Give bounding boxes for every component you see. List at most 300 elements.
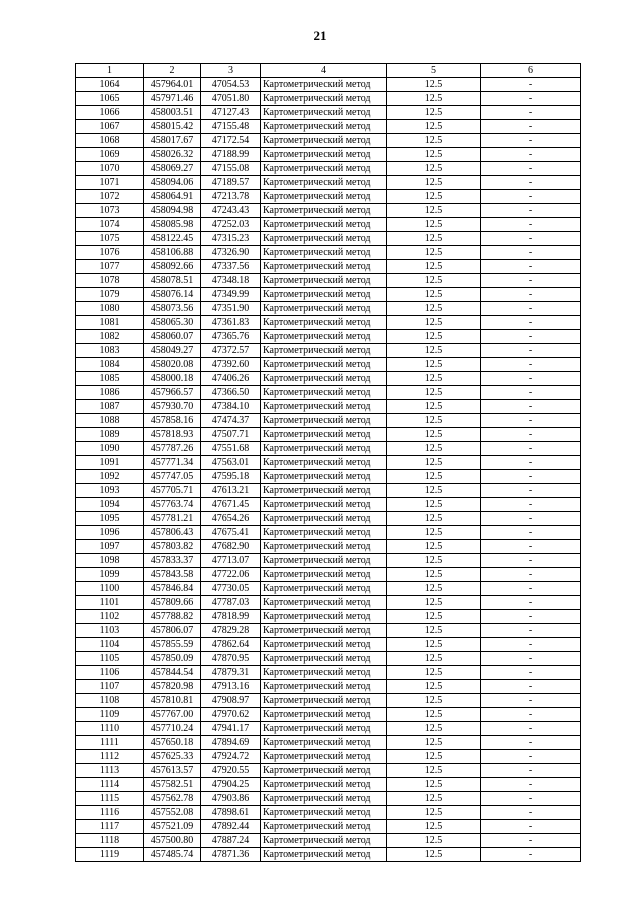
- y-coordinate-cell: 47894.69: [201, 736, 261, 750]
- y-coordinate-cell: 47563.01: [201, 456, 261, 470]
- table-row: [76, 498, 581, 512]
- x-coordinate-cell: 457788.82: [144, 610, 201, 624]
- note-cell: -: [481, 162, 581, 176]
- x-coordinate-cell: 458064.91: [144, 190, 201, 204]
- accuracy-cell: 12.5: [387, 428, 481, 442]
- y-coordinate-cell: 47155.48: [201, 120, 261, 134]
- method-cell: Картометрический метод: [261, 512, 387, 526]
- point-number-cell: 1069: [76, 148, 144, 162]
- note-cell: -: [481, 456, 581, 470]
- accuracy-cell: 12.5: [387, 456, 481, 470]
- table-row: [76, 568, 581, 582]
- point-number-cell: 1064: [76, 78, 144, 92]
- accuracy-cell: 12.5: [387, 470, 481, 484]
- method-cell: Картометрический метод: [261, 568, 387, 582]
- point-number-cell: 1116: [76, 806, 144, 820]
- accuracy-cell: 12.5: [387, 582, 481, 596]
- accuracy-cell: 12.5: [387, 596, 481, 610]
- point-number-cell: 1096: [76, 526, 144, 540]
- coordinates-table: [75, 63, 581, 862]
- x-coordinate-cell: 457781.21: [144, 512, 201, 526]
- y-coordinate-cell: 47682.90: [201, 540, 261, 554]
- note-cell: -: [481, 540, 581, 554]
- y-coordinate-cell: 47713.07: [201, 554, 261, 568]
- table-header: [76, 64, 581, 78]
- table-row: [76, 736, 581, 750]
- point-number-cell: 1105: [76, 652, 144, 666]
- y-coordinate-cell: 47613.21: [201, 484, 261, 498]
- method-cell: Картометрический метод: [261, 610, 387, 624]
- table-row: [76, 666, 581, 680]
- method-cell: Картометрический метод: [261, 834, 387, 848]
- method-cell: Картометрический метод: [261, 694, 387, 708]
- note-cell: -: [481, 582, 581, 596]
- point-number-cell: 1080: [76, 302, 144, 316]
- x-coordinate-cell: 458060.07: [144, 330, 201, 344]
- point-number-cell: 1065: [76, 92, 144, 106]
- table-row: [76, 484, 581, 498]
- note-cell: -: [481, 428, 581, 442]
- x-coordinate-cell: 458069.27: [144, 162, 201, 176]
- y-coordinate-cell: 47326.90: [201, 246, 261, 260]
- x-coordinate-cell: 457705.71: [144, 484, 201, 498]
- point-number-cell: 1073: [76, 204, 144, 218]
- note-cell: -: [481, 92, 581, 106]
- note-cell: -: [481, 442, 581, 456]
- table-row: [76, 582, 581, 596]
- table-row: [76, 652, 581, 666]
- point-number-cell: 1086: [76, 386, 144, 400]
- y-coordinate-cell: 47507.71: [201, 428, 261, 442]
- x-coordinate-cell: 457582.51: [144, 778, 201, 792]
- accuracy-cell: 12.5: [387, 806, 481, 820]
- accuracy-cell: 12.5: [387, 400, 481, 414]
- table-row: [76, 274, 581, 288]
- table-row: [76, 848, 581, 862]
- note-cell: -: [481, 316, 581, 330]
- y-coordinate-cell: 47348.18: [201, 274, 261, 288]
- y-coordinate-cell: 47892.44: [201, 820, 261, 834]
- point-number-cell: 1112: [76, 750, 144, 764]
- y-coordinate-cell: 47172.54: [201, 134, 261, 148]
- accuracy-cell: 12.5: [387, 260, 481, 274]
- column-header-6: 6: [481, 64, 581, 78]
- method-cell: Картометрический метод: [261, 78, 387, 92]
- x-coordinate-cell: 457855.59: [144, 638, 201, 652]
- accuracy-cell: 12.5: [387, 764, 481, 778]
- point-number-cell: 1067: [76, 120, 144, 134]
- y-coordinate-cell: 47365.76: [201, 330, 261, 344]
- method-cell: Картометрический метод: [261, 302, 387, 316]
- accuracy-cell: 12.5: [387, 204, 481, 218]
- point-number-cell: 1110: [76, 722, 144, 736]
- note-cell: -: [481, 190, 581, 204]
- point-number-cell: 1082: [76, 330, 144, 344]
- x-coordinate-cell: 457806.07: [144, 624, 201, 638]
- method-cell: Картометрический метод: [261, 386, 387, 400]
- table-row: [76, 330, 581, 344]
- table-row: [76, 148, 581, 162]
- x-coordinate-cell: 457562.78: [144, 792, 201, 806]
- y-coordinate-cell: 47337.56: [201, 260, 261, 274]
- point-number-cell: 1109: [76, 708, 144, 722]
- point-number-cell: 1102: [76, 610, 144, 624]
- x-coordinate-cell: 457850.09: [144, 652, 201, 666]
- accuracy-cell: 12.5: [387, 694, 481, 708]
- point-number-cell: 1076: [76, 246, 144, 260]
- accuracy-cell: 12.5: [387, 386, 481, 400]
- point-number-cell: 1085: [76, 372, 144, 386]
- x-coordinate-cell: 457763.74: [144, 498, 201, 512]
- accuracy-cell: 12.5: [387, 274, 481, 288]
- accuracy-cell: 12.5: [387, 624, 481, 638]
- accuracy-cell: 12.5: [387, 484, 481, 498]
- table-row: [76, 260, 581, 274]
- point-number-cell: 1079: [76, 288, 144, 302]
- method-cell: Картометрический метод: [261, 498, 387, 512]
- accuracy-cell: 12.5: [387, 680, 481, 694]
- table-row: [76, 400, 581, 414]
- accuracy-cell: 12.5: [387, 610, 481, 624]
- x-coordinate-cell: 457820.98: [144, 680, 201, 694]
- table-row: [76, 820, 581, 834]
- x-coordinate-cell: 458094.06: [144, 176, 201, 190]
- table-row: [76, 288, 581, 302]
- x-coordinate-cell: 457625.33: [144, 750, 201, 764]
- method-cell: Картометрический метод: [261, 148, 387, 162]
- note-cell: -: [481, 694, 581, 708]
- accuracy-cell: 12.5: [387, 848, 481, 862]
- accuracy-cell: 12.5: [387, 92, 481, 106]
- table-row: [76, 610, 581, 624]
- note-cell: -: [481, 596, 581, 610]
- table-row: [76, 106, 581, 120]
- x-coordinate-cell: 457500.80: [144, 834, 201, 848]
- method-cell: Картометрический метод: [261, 638, 387, 652]
- table-row: [76, 316, 581, 330]
- y-coordinate-cell: 47829.28: [201, 624, 261, 638]
- column-header-1: 1: [76, 64, 144, 78]
- y-coordinate-cell: 47654.26: [201, 512, 261, 526]
- method-cell: Картометрический метод: [261, 218, 387, 232]
- accuracy-cell: 12.5: [387, 302, 481, 316]
- method-cell: Картометрический метод: [261, 470, 387, 484]
- x-coordinate-cell: 457485.74: [144, 848, 201, 862]
- note-cell: -: [481, 120, 581, 134]
- point-number-cell: 1118: [76, 834, 144, 848]
- y-coordinate-cell: 47551.68: [201, 442, 261, 456]
- point-number-cell: 1119: [76, 848, 144, 862]
- point-number-cell: 1087: [76, 400, 144, 414]
- note-cell: -: [481, 148, 581, 162]
- x-coordinate-cell: 457844.54: [144, 666, 201, 680]
- note-cell: -: [481, 512, 581, 526]
- accuracy-cell: 12.5: [387, 736, 481, 750]
- note-cell: -: [481, 134, 581, 148]
- accuracy-cell: 12.5: [387, 638, 481, 652]
- method-cell: Картометрический метод: [261, 176, 387, 190]
- y-coordinate-cell: 47372.57: [201, 344, 261, 358]
- method-cell: Картометрический метод: [261, 288, 387, 302]
- x-coordinate-cell: 458065.30: [144, 316, 201, 330]
- table-row: [76, 694, 581, 708]
- x-coordinate-cell: 457930.70: [144, 400, 201, 414]
- point-number-cell: 1093: [76, 484, 144, 498]
- point-number-cell: 1114: [76, 778, 144, 792]
- method-cell: Картометрический метод: [261, 820, 387, 834]
- accuracy-cell: 12.5: [387, 834, 481, 848]
- y-coordinate-cell: 47188.99: [201, 148, 261, 162]
- note-cell: -: [481, 610, 581, 624]
- accuracy-cell: 12.5: [387, 414, 481, 428]
- table-row: [76, 624, 581, 638]
- point-number-cell: 1104: [76, 638, 144, 652]
- table-row: [76, 344, 581, 358]
- y-coordinate-cell: 47904.25: [201, 778, 261, 792]
- point-number-cell: 1107: [76, 680, 144, 694]
- point-number-cell: 1111: [76, 736, 144, 750]
- y-coordinate-cell: 47155.08: [201, 162, 261, 176]
- accuracy-cell: 12.5: [387, 190, 481, 204]
- method-cell: Картометрический метод: [261, 554, 387, 568]
- x-coordinate-cell: 457650.18: [144, 736, 201, 750]
- y-coordinate-cell: 47862.64: [201, 638, 261, 652]
- note-cell: -: [481, 260, 581, 274]
- x-coordinate-cell: 457771.34: [144, 456, 201, 470]
- table-row: [76, 456, 581, 470]
- x-coordinate-cell: 458092.66: [144, 260, 201, 274]
- y-coordinate-cell: 47941.17: [201, 722, 261, 736]
- table-row: [76, 470, 581, 484]
- method-cell: Картометрический метод: [261, 204, 387, 218]
- method-cell: Картометрический метод: [261, 624, 387, 638]
- accuracy-cell: 12.5: [387, 792, 481, 806]
- column-header-5: 5: [387, 64, 481, 78]
- table-row: [76, 204, 581, 218]
- method-cell: Картометрический метод: [261, 540, 387, 554]
- note-cell: -: [481, 750, 581, 764]
- table-row: [76, 638, 581, 652]
- x-coordinate-cell: 458094.98: [144, 204, 201, 218]
- note-cell: -: [481, 386, 581, 400]
- y-coordinate-cell: 47787.03: [201, 596, 261, 610]
- note-cell: -: [481, 372, 581, 386]
- note-cell: -: [481, 848, 581, 862]
- x-coordinate-cell: 458020.08: [144, 358, 201, 372]
- y-coordinate-cell: 47361.83: [201, 316, 261, 330]
- method-cell: Картометрический метод: [261, 848, 387, 862]
- method-cell: Картометрический метод: [261, 274, 387, 288]
- y-coordinate-cell: 47924.72: [201, 750, 261, 764]
- method-cell: Картометрический метод: [261, 190, 387, 204]
- x-coordinate-cell: 458017.67: [144, 134, 201, 148]
- point-number-cell: 1100: [76, 582, 144, 596]
- note-cell: -: [481, 708, 581, 722]
- x-coordinate-cell: 457818.93: [144, 428, 201, 442]
- accuracy-cell: 12.5: [387, 652, 481, 666]
- accuracy-cell: 12.5: [387, 246, 481, 260]
- method-cell: Картометрический метод: [261, 442, 387, 456]
- y-coordinate-cell: 47213.78: [201, 190, 261, 204]
- accuracy-cell: 12.5: [387, 288, 481, 302]
- method-cell: Картометрический метод: [261, 708, 387, 722]
- note-cell: -: [481, 498, 581, 512]
- method-cell: Картометрический метод: [261, 778, 387, 792]
- note-cell: -: [481, 806, 581, 820]
- method-cell: Картометрический метод: [261, 526, 387, 540]
- method-cell: Картометрический метод: [261, 582, 387, 596]
- point-number-cell: 1089: [76, 428, 144, 442]
- accuracy-cell: 12.5: [387, 722, 481, 736]
- method-cell: Картометрический метод: [261, 736, 387, 750]
- method-cell: Картометрический метод: [261, 330, 387, 344]
- method-cell: Картометрический метод: [261, 400, 387, 414]
- table-row: [76, 596, 581, 610]
- x-coordinate-cell: 457747.05: [144, 470, 201, 484]
- x-coordinate-cell: 458076.14: [144, 288, 201, 302]
- accuracy-cell: 12.5: [387, 498, 481, 512]
- accuracy-cell: 12.5: [387, 750, 481, 764]
- method-cell: Картометрический метод: [261, 428, 387, 442]
- x-coordinate-cell: 457613.57: [144, 764, 201, 778]
- table-row: [76, 834, 581, 848]
- y-coordinate-cell: 47818.99: [201, 610, 261, 624]
- table-row: [76, 750, 581, 764]
- y-coordinate-cell: 47384.10: [201, 400, 261, 414]
- x-coordinate-cell: 457806.43: [144, 526, 201, 540]
- y-coordinate-cell: 47898.61: [201, 806, 261, 820]
- table-row: [76, 512, 581, 526]
- x-coordinate-cell: 457964.01: [144, 78, 201, 92]
- note-cell: -: [481, 638, 581, 652]
- table-row: [76, 372, 581, 386]
- accuracy-cell: 12.5: [387, 232, 481, 246]
- accuracy-cell: 12.5: [387, 316, 481, 330]
- note-cell: -: [481, 78, 581, 92]
- note-cell: -: [481, 736, 581, 750]
- note-cell: -: [481, 568, 581, 582]
- note-cell: -: [481, 302, 581, 316]
- table-row: [76, 78, 581, 92]
- point-number-cell: 1081: [76, 316, 144, 330]
- point-number-cell: 1084: [76, 358, 144, 372]
- accuracy-cell: 12.5: [387, 666, 481, 680]
- point-number-cell: 1070: [76, 162, 144, 176]
- method-cell: Картометрический метод: [261, 792, 387, 806]
- x-coordinate-cell: 458073.56: [144, 302, 201, 316]
- table-row: [76, 680, 581, 694]
- table-row: [76, 302, 581, 316]
- table-row: [76, 232, 581, 246]
- y-coordinate-cell: 47349.99: [201, 288, 261, 302]
- x-coordinate-cell: 457803.82: [144, 540, 201, 554]
- y-coordinate-cell: 47675.41: [201, 526, 261, 540]
- y-coordinate-cell: 47054.53: [201, 78, 261, 92]
- accuracy-cell: 12.5: [387, 218, 481, 232]
- accuracy-cell: 12.5: [387, 554, 481, 568]
- y-coordinate-cell: 47595.18: [201, 470, 261, 484]
- point-number-cell: 1091: [76, 456, 144, 470]
- note-cell: -: [481, 834, 581, 848]
- note-cell: -: [481, 526, 581, 540]
- note-cell: -: [481, 470, 581, 484]
- note-cell: -: [481, 106, 581, 120]
- note-cell: -: [481, 176, 581, 190]
- accuracy-cell: 12.5: [387, 120, 481, 134]
- note-cell: -: [481, 204, 581, 218]
- table-row: [76, 414, 581, 428]
- accuracy-cell: 12.5: [387, 106, 481, 120]
- point-number-cell: 1098: [76, 554, 144, 568]
- y-coordinate-cell: 47474.37: [201, 414, 261, 428]
- point-number-cell: 1115: [76, 792, 144, 806]
- x-coordinate-cell: 458078.51: [144, 274, 201, 288]
- method-cell: Картометрический метод: [261, 92, 387, 106]
- table-row: [76, 218, 581, 232]
- note-cell: -: [481, 820, 581, 834]
- y-coordinate-cell: 47903.86: [201, 792, 261, 806]
- accuracy-cell: 12.5: [387, 568, 481, 582]
- accuracy-cell: 12.5: [387, 540, 481, 554]
- note-cell: -: [481, 680, 581, 694]
- accuracy-cell: 12.5: [387, 442, 481, 456]
- x-coordinate-cell: 458049.27: [144, 344, 201, 358]
- note-cell: -: [481, 624, 581, 638]
- method-cell: Картометрический метод: [261, 806, 387, 820]
- accuracy-cell: 12.5: [387, 358, 481, 372]
- y-coordinate-cell: 47252.03: [201, 218, 261, 232]
- accuracy-cell: 12.5: [387, 344, 481, 358]
- table-body: [76, 78, 581, 862]
- point-number-cell: 1066: [76, 106, 144, 120]
- accuracy-cell: 12.5: [387, 512, 481, 526]
- method-cell: Картометрический метод: [261, 764, 387, 778]
- method-cell: Картометрический метод: [261, 260, 387, 274]
- method-cell: Картометрический метод: [261, 246, 387, 260]
- note-cell: -: [481, 666, 581, 680]
- accuracy-cell: 12.5: [387, 78, 481, 92]
- y-coordinate-cell: 47730.05: [201, 582, 261, 596]
- method-cell: Картометрический метод: [261, 596, 387, 610]
- note-cell: -: [481, 652, 581, 666]
- table-row: [76, 120, 581, 134]
- method-cell: Картометрический метод: [261, 484, 387, 498]
- table-row: [76, 526, 581, 540]
- method-cell: Картометрический метод: [261, 372, 387, 386]
- accuracy-cell: 12.5: [387, 330, 481, 344]
- method-cell: Картометрический метод: [261, 750, 387, 764]
- table-row: [76, 162, 581, 176]
- accuracy-cell: 12.5: [387, 708, 481, 722]
- table-row: [76, 190, 581, 204]
- table-row: [76, 134, 581, 148]
- point-number-cell: 1083: [76, 344, 144, 358]
- method-cell: Картометрический метод: [261, 120, 387, 134]
- table-row: [76, 792, 581, 806]
- y-coordinate-cell: 47406.26: [201, 372, 261, 386]
- table-row: [76, 722, 581, 736]
- note-cell: -: [481, 246, 581, 260]
- method-cell: Картометрический метод: [261, 414, 387, 428]
- column-header-2: 2: [144, 64, 201, 78]
- x-coordinate-cell: 457971.46: [144, 92, 201, 106]
- point-number-cell: 1094: [76, 498, 144, 512]
- page-number: 21: [313, 28, 327, 43]
- point-number-cell: 1077: [76, 260, 144, 274]
- x-coordinate-cell: 457521.09: [144, 820, 201, 834]
- table-row: [76, 708, 581, 722]
- point-number-cell: 1095: [76, 512, 144, 526]
